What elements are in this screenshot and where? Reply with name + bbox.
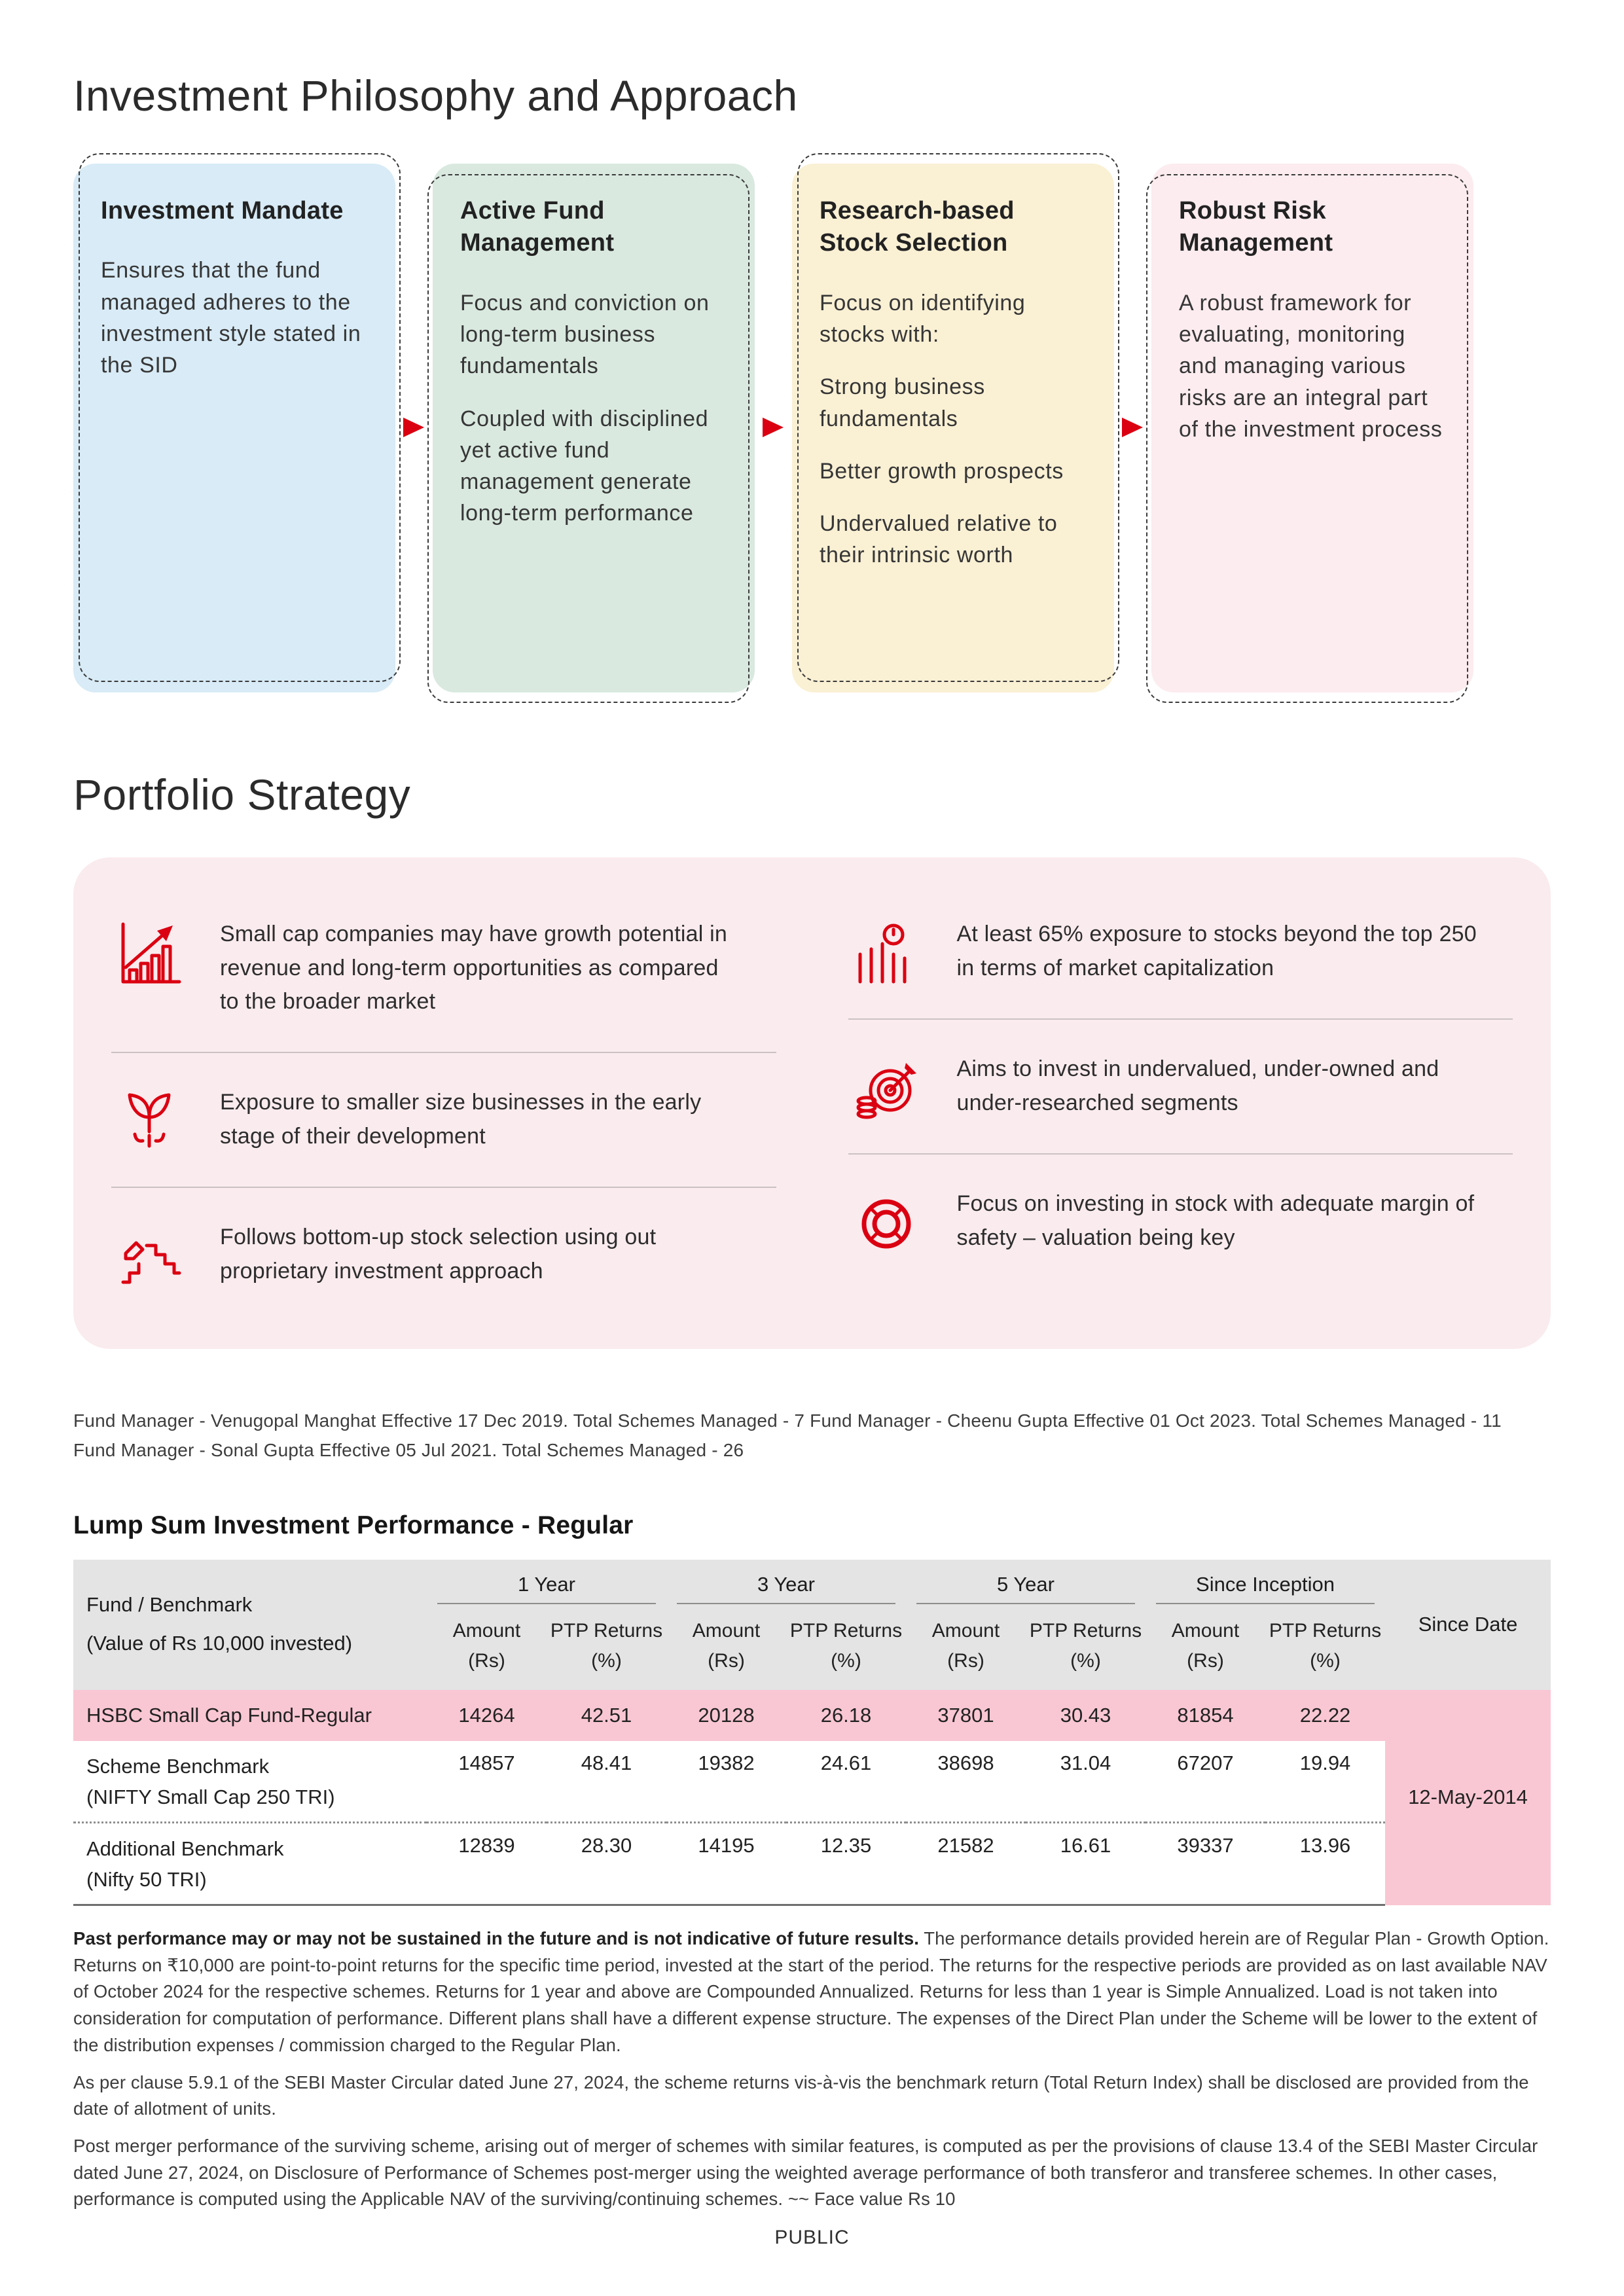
philosophy-box-text: Ensures that the fund managed adheres to the investment style stated in the SID [101,258,361,378]
disclaimer-text: The performance details provided herein are of Regular Plan - Growth Option. Returns on ₹10,000 are point-to-point returns for the specific time period, invested at the start of the period. The returns for the respective periods are provided as on last available NAV of October 2024 for the respective schemes. Returns for 1 year and above are Compounded Annualized. Returns for less than 1 year is Simple Annualized. Load is not taken into consideration for computation of performance. Different plans shall have a different expense structure. The expenses of the Direct Plan under the Scheme will be lower to the extent of the distribution expenses / commission charged to the Regular Plan. [73,1928,1549,2055]
strategy-item-text: At least 65% exposure to stocks beyond the top 250 in terms of market capitalization [956,922,1477,980]
amount-sub-header: Amount (Rs) [427,1608,547,1690]
group-header-3-year: 3 Year [666,1560,906,1608]
market-cap-search-icon [854,920,919,986]
ptp-sub-header: PTP Returns (%) [1026,1608,1146,1690]
value-cell: 39337 [1146,1823,1265,1905]
philosophy-box-title: Active Fund Management [460,197,615,257]
disclaimer-block [73,1926,1551,2213]
flow-arrow-icon [1121,418,1144,437]
disclaimer-bold-lead: Past performance may or may not be sustained in the future and is not indicative of future results. [73,1928,919,1949]
philosophy-box-title: Robust Risk Management [1179,197,1333,257]
philosophy-box-title: Research-based Stock Selection [820,197,1015,257]
fund-name-cell: Scheme Benchmark (NIFTY Small Cap 250 TRI) [86,1755,335,1808]
value-cell: 21582 [906,1823,1026,1905]
flow-arrow-icon [761,418,785,437]
philosophy-box-text: A robust framework for evaluating, monitoring and managing various risks are an integral part of the investment process [1179,290,1443,442]
strategy-item-text: Exposure to smaller size businesses in the early stage of their development [220,1090,702,1149]
value-cell: 81854 [1146,1690,1265,1742]
disclaimer-paragraph: As per clause 5.9.1 of the SEBI Master Circular dated June 27, 2024, the scheme returns vis-à-vis the benchmark return (Total Return Index) shall be disclosed are provided from the date of allotment of units. [73,2072,1529,2119]
value-cell: 16.61 [1026,1823,1146,1905]
value-cell: 12.35 [786,1823,906,1905]
strategy-item [111,1187,776,1321]
table-row-scheme-benchmark [73,1741,1551,1823]
disclaimer-paragraph: Post merger performance of the surviving scheme, arising out of merger of schemes with similar features, is computed as per the provisions of clause 13.4 of the SEBI Master Circular dated June 27, 2024, on Disclosure of Performance of Schemes post-merger using the weighted average performance of both transferor and transferee schemes. In other cases, performance is computed using the Applicable NAV of the surviving/continuing schemes. ~~ Face value Rs 10 [73,2135,1538,2210]
value-cell: 30.43 [1026,1690,1146,1742]
value-cell: 14195 [666,1823,786,1905]
philosophy-box-robust-risk-management [1151,164,1473,692]
strategy-item-text: Focus on investing in stock with adequate margin of safety – valuation being key [956,1191,1475,1250]
value-cell: 22.22 [1265,1690,1385,1742]
disclaimer-paragraph [73,1926,1551,2058]
group-header-since-inception: Since Inception [1146,1560,1385,1608]
fund-name-cell: HSBC Small Cap Fund-Regular [73,1690,427,1742]
table-group-header-row [73,1560,1551,1608]
philosophy-boxes-row [73,164,1551,692]
fund-benchmark-header-line2: (Value of Rs 10,000 invested) [86,1632,353,1655]
lifebuoy-icon [854,1190,919,1255]
philosophy-box-text: Strong business fundamentals [820,374,985,431]
section-title-portfolio-strategy: Portfolio Strategy [73,770,411,819]
value-cell: 42.51 [547,1690,666,1742]
value-cell: 37801 [906,1690,1026,1742]
fund-benchmark-header-line1: Fund / Benchmark [86,1593,253,1617]
value-cell: 20128 [666,1690,786,1742]
table-row-additional-benchmark [73,1823,1551,1905]
portfolio-strategy-panel [73,857,1551,1349]
philosophy-box-text: Undervalued relative to their intrinsic worth [820,511,1058,568]
strategy-item-text: Aims to invest in undervalued, under-owned and under-researched segments [956,1056,1439,1115]
strategy-item-text: Small cap companies may have growth potential in revenue and long-term opportunities as compared to the broader market [220,922,727,1014]
table-row-hsbc-small-cap-fund [73,1690,1551,1742]
performance-table-title: Lump Sum Investment Performance - Regular [73,1511,634,1539]
value-cell: 67207 [1177,1751,1234,1775]
value-cell: 19382 [698,1751,755,1775]
value-cell: 14264 [427,1690,547,1742]
strategy-item [111,1052,776,1187]
stairs-arrow-icon [117,1223,182,1289]
performance-table [73,1560,1551,1907]
ptp-sub-header: PTP Returns (%) [1265,1608,1385,1690]
strategy-item [111,885,776,1052]
since-date-header: Since Date [1385,1560,1551,1690]
philosophy-box-text: Focus on identifying stocks with: [820,290,1026,348]
sprout-icon [117,1088,182,1154]
value-cell: 12839 [427,1823,547,1905]
strategy-item [848,1018,1513,1153]
strategy-item [848,1153,1513,1288]
philosophy-box-active-fund-management [433,164,755,692]
value-cell: 38698 [937,1751,994,1775]
amount-sub-header: Amount (Rs) [666,1608,786,1690]
value-cell: 31.04 [1060,1751,1111,1775]
growth-chart-icon [117,920,182,986]
philosophy-box-investment-mandate [73,164,395,692]
target-coins-icon [854,1055,919,1121]
strategy-column-right [848,885,1513,1321]
since-date-cell: 12-May-2014 [1385,1690,1551,1905]
public-classification-label: PUBLIC [774,2227,850,2248]
amount-sub-header: Amount (Rs) [1146,1608,1265,1690]
value-cell: 26.18 [786,1690,906,1742]
fund-benchmark-header [73,1560,427,1690]
value-cell: 14857 [458,1751,515,1775]
philosophy-box-text: Coupled with disciplined yet active fund management generate long-term performance [460,406,709,526]
amount-sub-header: Amount (Rs) [906,1608,1026,1690]
value-cell: 48.41 [581,1751,632,1775]
fund-manager-line: Fund Manager - Sonal Gupta Effective 05 Jul 2021. Total Schemes Managed - 26 [73,1439,744,1460]
flow-arrow-icon [402,418,425,437]
value-cell: 28.30 [547,1823,666,1905]
strategy-column-left [111,885,776,1321]
section-title-investment-philosophy: Investment Philosophy and Approach [73,71,798,120]
philosophy-box-text: Better growth prospects [820,458,1064,484]
philosophy-box-title: Investment Mandate [101,197,344,224]
fund-manager-note [73,1407,1551,1465]
philosophy-box-research-based-stock-selection [792,164,1114,692]
group-header-5-year: 5 Year [906,1560,1146,1608]
value-cell: 13.96 [1265,1823,1385,1905]
strategy-item-text: Follows bottom-up stock selection using out proprietary investment approach [220,1225,657,1283]
value-cell: 19.94 [1299,1751,1351,1775]
ptp-sub-header: PTP Returns (%) [547,1608,666,1690]
group-header-1-year: 1 Year [427,1560,666,1608]
strategy-item [848,885,1513,1018]
fund-manager-line: Fund Manager - Venugopal Manghat Effective 17 Dec 2019. Total Schemes Managed - 7 Fund Manager - Cheenu Gupta Effective 01 Oct 2023. Total Schemes Managed - 11 [73,1410,1502,1431]
philosophy-box-text: Focus and conviction on long-term business fundamentals [460,290,710,379]
value-cell: 24.61 [820,1751,872,1775]
ptp-sub-header: PTP Returns (%) [786,1608,906,1690]
fund-name-cell: Additional Benchmark (Nifty 50 TRI) [73,1823,427,1905]
